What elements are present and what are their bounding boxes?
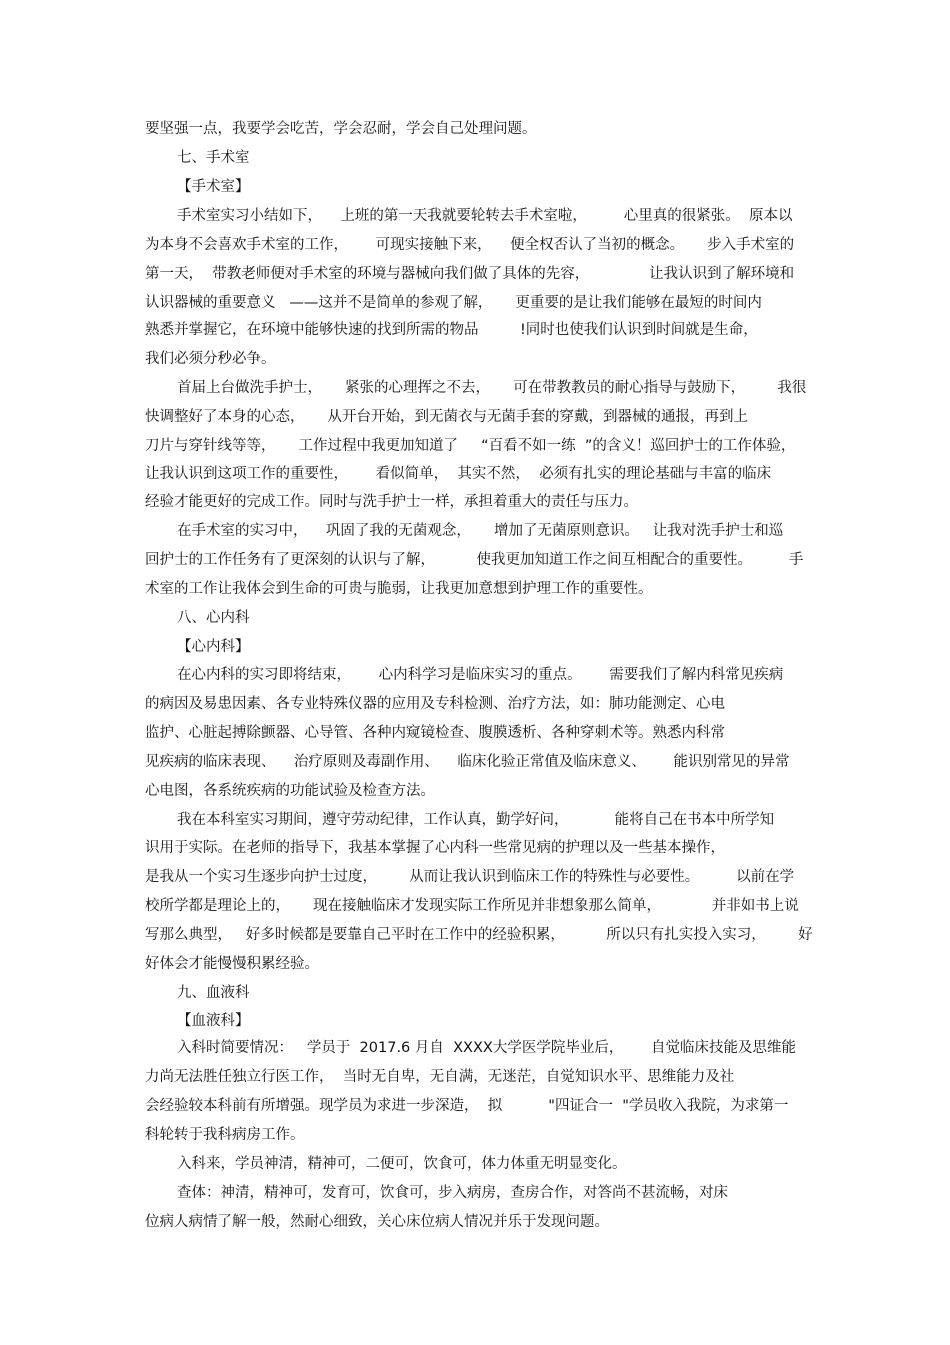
- paragraph-line: 刀片与穿针线等等， 工作过程中我更加知道了 “百看不如一练 ”的含义！巡回护士的工作体验，: [145, 438, 796, 454]
- paragraph-line: 识用于实际。在老师的指导下，我基本掌握了心内科一些常见病的护理以及一些基本操作，: [145, 840, 725, 856]
- paragraph-line: 在手术室的实习中， 巩固了我的无菌观念， 增加了无菌原则意识。 让我对洗手护士和巡: [177, 523, 784, 539]
- paragraph-line: 在心内科的实习即将结束， 心内科学习是临床实习的重点。 需要我们了解内科常见疾病: [177, 667, 784, 683]
- paragraph-line: 好体会才能慢慢积累经验。: [145, 956, 319, 972]
- paragraph-line: 科轮转于我科病房工作。: [145, 1127, 305, 1143]
- section-tag-operating-room: 【手术室】: [177, 179, 250, 195]
- paragraph-line: 校所学都是理论上的， 现在接触临床才发现实际工作所见并非想象那么简单， 并非如书上说: [145, 898, 799, 914]
- paragraph-line: 熟悉并掌握它，在环境中能够快速的找到所需的物品 !同时也使我们认识到时间就是生命，: [145, 322, 758, 338]
- paragraph-line: 让我认识到这项工作的重要性， 看似简单， 其实不然， 必须有扎实的理论基础与丰富的临床: [145, 466, 772, 482]
- paragraph-line: 的病因及易患因素、各专业特殊仪器的应用及专科检测、治疗方法，如：肺功能测定、心电: [145, 696, 725, 712]
- section-heading-operating-room: 七、手术室: [177, 150, 250, 166]
- paragraph-line: 我们必须分秒必争。: [145, 351, 276, 367]
- section-heading-hematology: 九、血液科: [177, 985, 250, 1001]
- paragraph-line: 第一天， 带教老师便对手术室的环境与器械向我们做了具体的先容， 让我认识到了解环境和: [145, 266, 795, 282]
- paragraph-line: 写那么典型， 好多时候都是要靠自己平时在工作中的经验积累， 所以只有扎实投入实习， 好: [145, 927, 813, 943]
- paragraph-line: 我在本科室实习期间，遵守劳动纪律，工作认真，勤学好问， 能将自己在书本中所学知: [177, 812, 775, 828]
- paragraph-line: 为本身不会喜欢手术室的工作， 可现实接触下来， 便全权否认了当初的概念。 步入手术室的: [145, 237, 795, 253]
- paragraph-line: 快调整好了本身的心态， 从开台开始，到无菌衣与无菌手套的穿戴，到器械的通报，再到上: [145, 409, 749, 425]
- section-heading-cardiology: 八、心内科: [177, 610, 250, 626]
- paragraph-line: 会经验较本科前有所增强。现学员为求进一步深造， 拟 "四证合一 "学员收入我院，为求第一: [145, 1098, 789, 1114]
- paragraph-line: 回护士的工作任务有了更深刻的认识与了解， 使我更加知道工作之间互相配合的重要性。 手: [145, 552, 804, 568]
- paragraph-line: 监护、心脏起搏除颤器、心导管、各种内窥镜检查、腹膜透析、各种穿刺术等。熟悉内科常: [145, 725, 725, 741]
- paragraph-line: 术室的工作让我体会到生命的可贵与脆弱，让我更加意想到护理工作的重要性。: [145, 581, 653, 597]
- paragraph-line: 认识器械的重要意义 ——这并不是简单的参观了解， 更重要的是让我们能够在最短的时间内: [145, 295, 762, 311]
- paragraph-line: 位病人病情了解一般，然耐心细致，关心床位病人情况并乐于发现问题。: [145, 1214, 609, 1230]
- paragraph-line: 查体：神清，精神可，发育可，饮食可，步入病房，查房合作，对答尚不甚流畅，对床: [177, 1185, 728, 1201]
- paragraph-line: 心电图，各系统疾病的功能试验及检查方法。: [145, 783, 435, 799]
- paragraph-line: 手术室实习小结如下， 上班的第一天我就要轮转去手术室啦， 心里真的很紧张。 原本以: [177, 208, 793, 224]
- paragraph-line: 经验才能更好的完成工作。同时与洗手护士一样，承担着重大的责任与压力。: [145, 494, 638, 510]
- paragraph-line: 入科来，学员神清，精神可，二便可，饮食可，体力体重无明显变化。: [177, 1156, 627, 1172]
- paragraph-line: 要坚强一点，我要学会吃苦，学会忍耐，学会自己处理问题。: [145, 121, 537, 137]
- section-tag-hematology: 【血液科】: [177, 1013, 250, 1029]
- paragraph-line: 首届上台做洗手护士， 紧张的心理挥之不去， 可在带教教员的耐心指导与鼓励下， 我很: [177, 380, 807, 396]
- paragraph-line: 见疾病的临床表现、 治疗原则及毒副作用、 临床化验正常值及临床意义、 能识别常见的异常: [145, 754, 790, 770]
- paragraph-line: 入科时简要情况： 学员于 2017.6 月自 XXXX大学医学院毕业后， 自觉临床技能及思维能: [177, 1040, 796, 1056]
- section-tag-cardiology: 【心内科】: [177, 639, 250, 655]
- paragraph-line: 是我从一个实习生逐步向护士过度， 从而让我认识到临床工作的特殊性与必要性。 以前在学: [145, 869, 795, 885]
- paragraph-line: 力尚无法胜任独立行医工作， 当时无自卑，无自满，无迷茫，自觉知识水平、思维能力及社: [145, 1069, 735, 1085]
